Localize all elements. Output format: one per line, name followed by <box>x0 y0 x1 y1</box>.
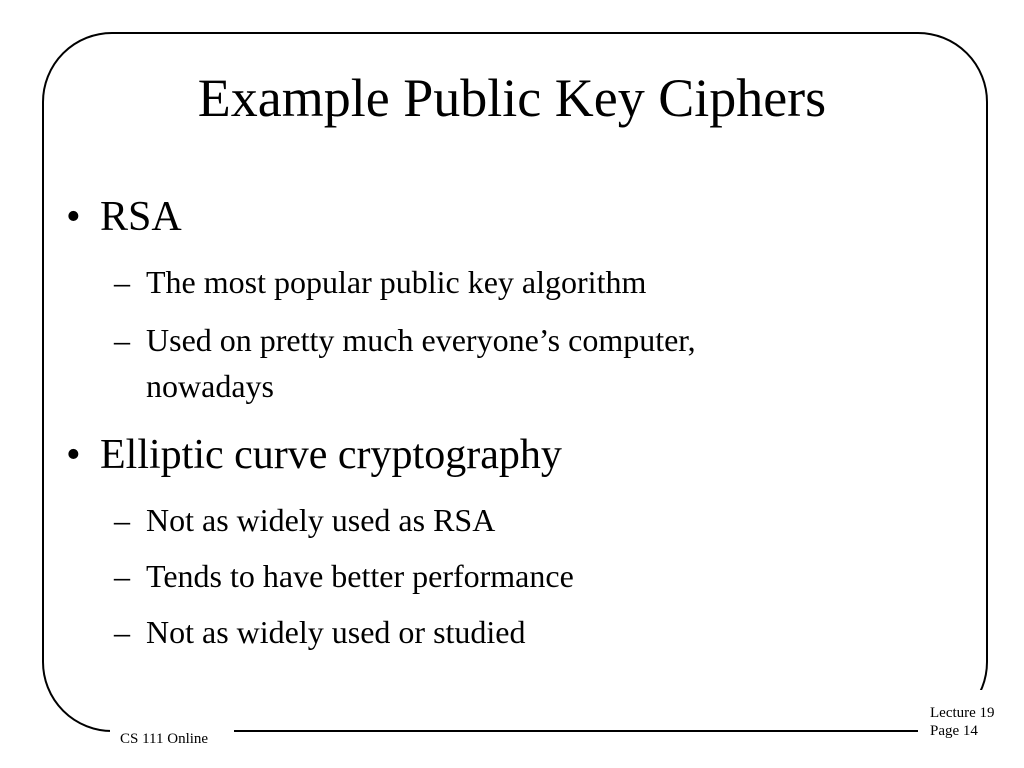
sub-text: Not as widely used as RSA <box>146 502 496 538</box>
bullet-mark: • <box>66 432 81 478</box>
bullet-rsa <box>66 192 182 242</box>
bullet-text: Elliptic curve cryptography <box>100 432 562 478</box>
sub-bullet <box>114 612 526 652</box>
sub-mark: – <box>114 264 130 300</box>
sub-mark: – <box>114 502 130 538</box>
footer-lecture: Lecture 19 <box>930 705 995 721</box>
slide-title: Example Public Key Ciphers <box>197 68 827 128</box>
sub-text: The most popular public key algorithm <box>146 264 647 300</box>
sub-mark: – <box>114 558 130 594</box>
sub-mark: – <box>114 614 130 650</box>
sub-text-continued: nowadays <box>146 368 274 404</box>
sub-bullet <box>114 262 646 302</box>
sub-text: Tends to have better performance <box>146 558 574 594</box>
sub-bullet <box>114 556 574 596</box>
bullet-ecc <box>66 430 562 480</box>
sub-bullet <box>114 500 495 540</box>
bullet-text: RSA <box>100 194 182 240</box>
sub-mark: – <box>114 322 130 358</box>
sub-bullet <box>114 320 696 360</box>
footer-course: CS 111 Online <box>120 731 209 747</box>
footer-page: Page 14 <box>930 723 978 739</box>
bullet-mark: • <box>66 194 81 240</box>
sub-text: Not as widely used or studied <box>146 614 526 650</box>
sub-text: Used on pretty much everyone’s computer, <box>146 322 696 358</box>
footer-page-info <box>930 704 995 740</box>
